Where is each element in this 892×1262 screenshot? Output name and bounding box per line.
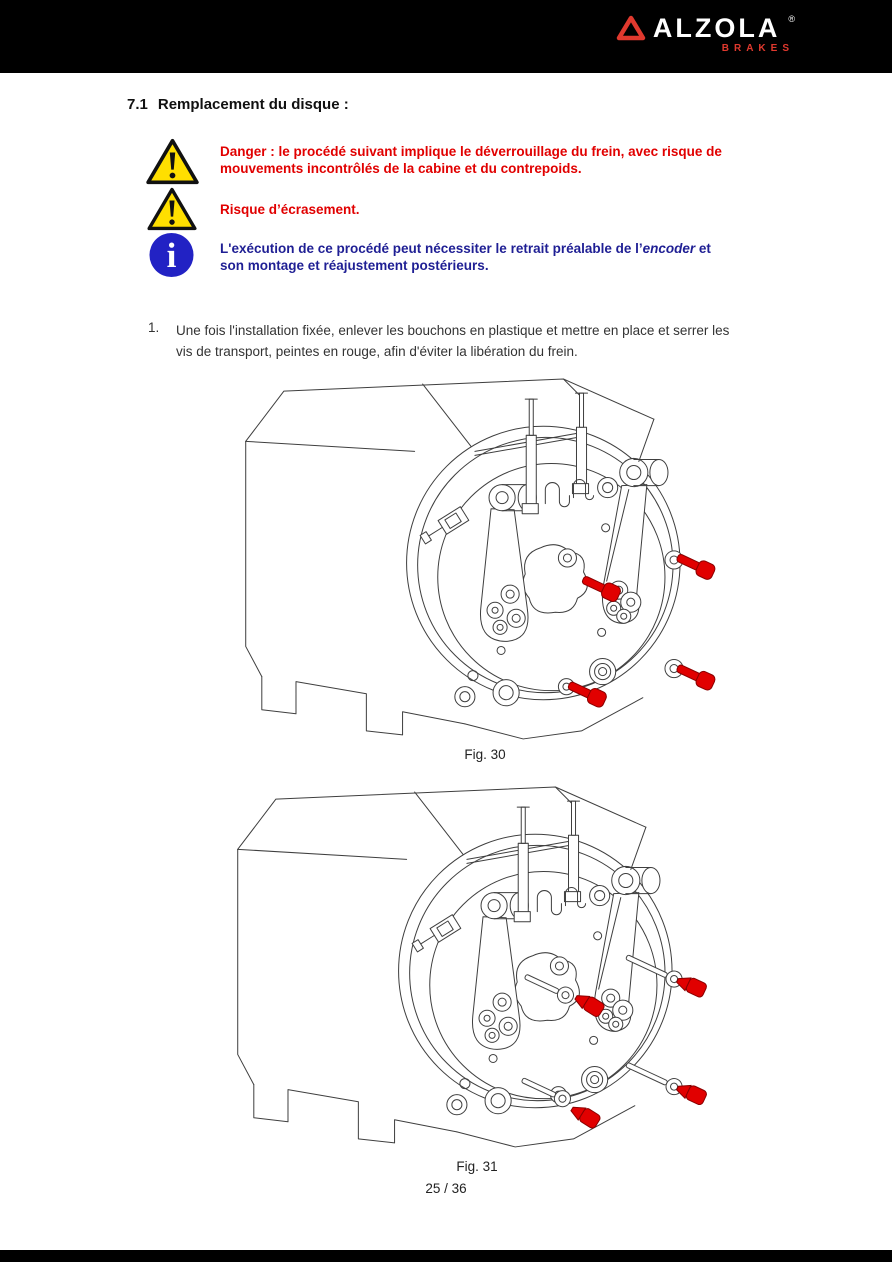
danger-text xyxy=(220,143,722,177)
step-text xyxy=(176,320,729,362)
page-number: 25 / 36 xyxy=(425,1181,467,1196)
footer-bar xyxy=(0,1250,892,1262)
registered-mark: ® xyxy=(788,14,795,24)
crush-risk-line: Risque d’écrasement. xyxy=(220,202,360,217)
brand-subtitle: BRAKES xyxy=(721,43,794,54)
section-heading xyxy=(127,96,349,113)
info-line-pre: L'exécution de ce procédé peut nécessiter le retrait préalable de l’ xyxy=(220,241,643,256)
info-icon xyxy=(148,232,195,278)
red-cap xyxy=(569,1101,602,1129)
warning-triangle-icon xyxy=(146,187,198,231)
danger-line: mouvements incontrôlés de la cabine et du contrepoids. xyxy=(220,161,582,176)
info-text xyxy=(220,240,711,274)
warning-triangle-icon xyxy=(145,138,200,185)
brand-name: ALZOLA xyxy=(652,13,781,43)
figure-31-caption: Fig. 31 xyxy=(456,1159,498,1174)
step-line: Une fois l'installation fixée, enlever les bouchons en plastique et mettre en place et serrer les xyxy=(176,323,730,338)
danger-line: Danger : le procédé suivant implique le déverrouillage du frein, avec risque de xyxy=(220,144,722,159)
info-icon-glyph: i xyxy=(166,236,177,276)
info-line-2: son montage et réajustement postérieurs. xyxy=(220,258,489,273)
section-title: Remplacement du disque : xyxy=(157,96,349,113)
step-line: vis de transport, peintes en rouge, afin d'éviter la libération du frein. xyxy=(176,344,578,359)
info-line-em: encoder xyxy=(642,241,696,256)
red-screw-floating xyxy=(674,660,716,691)
step-number: 1. xyxy=(148,320,160,335)
figure-30-drawing xyxy=(223,377,747,751)
info-line-post: et xyxy=(695,241,711,256)
section-number: 7.1 xyxy=(127,96,148,113)
crush-risk-text xyxy=(220,201,360,218)
header-bar xyxy=(0,0,892,73)
figure-31-drawing xyxy=(215,785,739,1159)
alzola-triangle-icon xyxy=(616,15,646,41)
brand-logo xyxy=(616,15,795,54)
figure-30-caption: Fig. 30 xyxy=(464,747,506,762)
